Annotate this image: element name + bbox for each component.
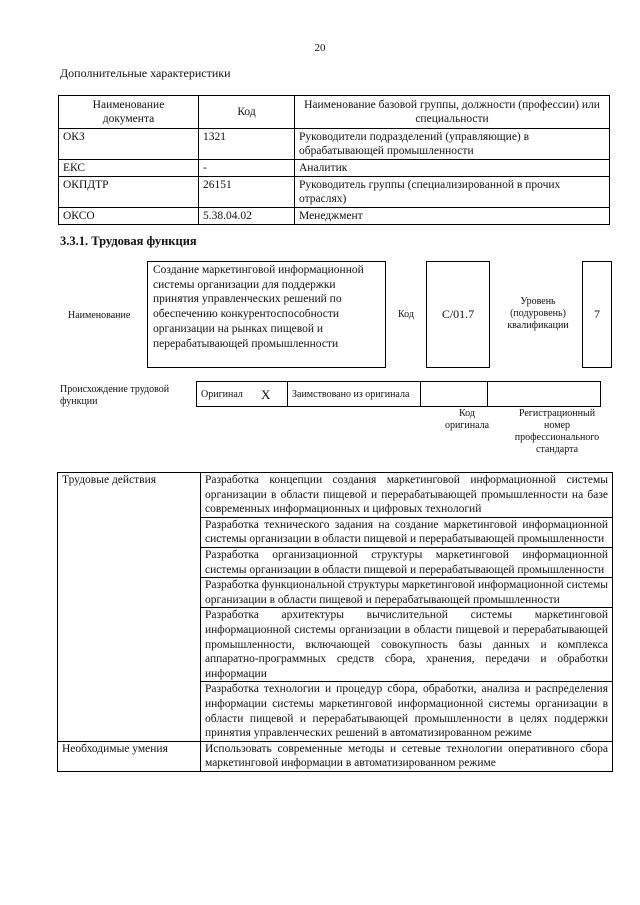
- original-code-cell: [421, 382, 488, 407]
- table-header-row: [59, 96, 610, 129]
- section-title: 3.3.1. Трудовая функция: [60, 234, 197, 248]
- header-document: Наименование документа: [59, 96, 199, 129]
- code-cell: 5.38.04.02: [199, 208, 295, 225]
- action-item: Разработка функциональной структуры маркетинговой информационной системы организации в области пищевой и перерабатывающей промышленности: [201, 578, 613, 608]
- code-cell: 26151: [199, 177, 295, 208]
- doc-cell: ОКПДТР: [59, 177, 199, 208]
- registration-number-cell: [488, 382, 601, 407]
- action-item: Разработка технологии и процедур сбора, обработки, анализа и распределения информации системы маркетинговой информационной системы организации в области пищевой и перерабатывающей промышленности в целях поддержки принятия управленческих решений в автоматизированном режиме: [201, 682, 613, 741]
- name-cell: Руководители подразделений (управляющие) в обрабатывающей промышленности: [295, 129, 610, 160]
- code-original-caption: Код оригинала: [444, 408, 490, 431]
- original-label: Оригинал: [197, 382, 258, 407]
- page-number: 20: [314, 42, 326, 54]
- doc-cell: ОКСО: [59, 208, 199, 225]
- table-row: [59, 177, 610, 208]
- name-label: Наименование: [68, 310, 131, 321]
- name-cell: Руководитель группы (специализированной в прочих отраслях): [295, 177, 610, 208]
- origin-label: Происхождение трудовой функции: [60, 384, 170, 407]
- skills-label: Необходимые умения: [58, 741, 201, 771]
- level-label: Уровень (подуровень) квалификации: [507, 296, 569, 331]
- table-row: [58, 741, 613, 771]
- header-group: Наименование базовой группы, должности (профессии) или специальности: [295, 96, 610, 129]
- borrowed-label: Заимствовано из оригинала: [288, 382, 421, 407]
- header-code: Код: [199, 96, 295, 129]
- registration-caption: Регистрационный номер профессионального стандарта: [514, 408, 600, 455]
- action-item: Разработка концепции создания маркетинговой информационной системы организации в области пищевой и перерабатывающей промышленности на базе современных информационных и цифровых технологий: [201, 473, 613, 518]
- additional-characteristics-title: Дополнительные характеристики: [60, 66, 231, 80]
- action-item: Разработка технического задания на создание маркетинговой информационной системы организации в области пищевой и перерабатывающей промышленности: [201, 517, 613, 547]
- doc-cell: ЕКС: [59, 160, 199, 177]
- labor-details-table: [57, 472, 613, 772]
- additional-characteristics-table: [58, 95, 610, 225]
- doc-cell: ОКЗ: [59, 129, 199, 160]
- skill-item: Использовать современные методы и сетевые технологии оперативного сбора маркетинговой информации в автоматизированном режиме: [201, 741, 613, 771]
- code-cell: 1321: [199, 129, 295, 160]
- origin-table: [196, 381, 601, 407]
- table-row: [59, 129, 610, 160]
- action-item: Разработка организационной структуры маркетинговой информационной системы организации в области пищевой и перерабатывающей промышленности: [201, 547, 613, 577]
- code-label: Код: [398, 309, 414, 320]
- name-cell: Аналитик: [295, 160, 610, 177]
- table-row: [59, 208, 610, 225]
- code-cell: -: [199, 160, 295, 177]
- actions-label: Трудовые действия: [58, 473, 201, 742]
- action-item: Разработка архитектуры вычислительной системы маркетинговой информационной системы организации в области пищевой и перерабатывающей промышленности, включающей совокупность базы данных и комплекса аппаратно-программных средств сбора, хранения, передачи и обработки информации: [201, 608, 613, 682]
- table-row: [59, 160, 610, 177]
- original-mark: X: [257, 382, 288, 407]
- name-cell: Менеджмент: [295, 208, 610, 225]
- level-box: 7: [582, 261, 612, 368]
- table-row: [58, 473, 613, 518]
- function-name-box: Создание маркетинговой информационной системы организации для поддержки принятия управленческих решений по обеспечению конкурентоспособности организации на рынках пищевой и перерабатывающей промышленности: [147, 261, 386, 368]
- function-code-box: С/01.7: [426, 261, 490, 368]
